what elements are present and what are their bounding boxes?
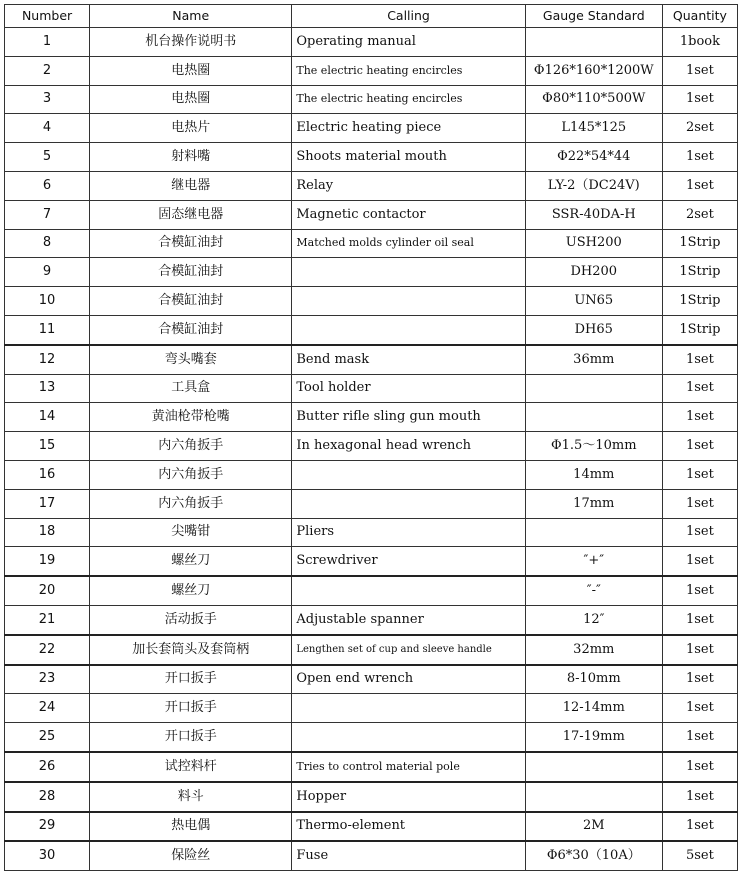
table-row <box>5 635 738 665</box>
cell-number: 29 <box>5 812 90 842</box>
cell-quantity: 1Strip <box>662 258 737 287</box>
cell-calling <box>292 258 525 287</box>
cell-name: 热电偶 <box>90 812 292 842</box>
table-row <box>5 782 738 812</box>
cell-number: 9 <box>5 258 90 287</box>
cell-name: 射料嘴 <box>90 143 292 172</box>
cell-name: 机台操作说明书 <box>90 28 292 57</box>
table-row <box>5 812 738 842</box>
cell-number: 5 <box>5 143 90 172</box>
cell-number: 16 <box>5 460 90 489</box>
cell-gauge-standard: 12-14mm <box>525 694 662 723</box>
cell-quantity: 1set <box>662 518 737 547</box>
cell-gauge-standard: SSR-40DA-H <box>525 200 662 229</box>
table-row <box>5 752 738 782</box>
cell-gauge-standard <box>525 518 662 547</box>
header-name: Name <box>90 5 292 28</box>
cell-name: 黄油枪带枪嘴 <box>90 403 292 432</box>
cell-name: 加长套筒头及套筒柄 <box>90 635 292 665</box>
table-row <box>5 605 738 634</box>
cell-name: 继电器 <box>90 171 292 200</box>
cell-quantity: 1set <box>662 576 737 605</box>
cell-number: 11 <box>5 315 90 344</box>
table-row <box>5 576 738 605</box>
table-row <box>5 287 738 316</box>
cell-number: 6 <box>5 171 90 200</box>
cell-name: 合模缸油封 <box>90 287 292 316</box>
cell-quantity: 1set <box>662 665 737 694</box>
cell-gauge-standard: DH65 <box>525 315 662 344</box>
cell-calling: Tool holder <box>292 374 525 403</box>
header-calling: Calling <box>292 5 525 28</box>
cell-gauge-standard: 8-10mm <box>525 665 662 694</box>
cell-gauge-standard: Φ126*160*1200W <box>525 56 662 85</box>
cell-quantity: 2set <box>662 200 737 229</box>
table-row <box>5 841 738 870</box>
cell-name: 螺丝刀 <box>90 576 292 605</box>
cell-name: 弯头嘴套 <box>90 345 292 374</box>
cell-calling <box>292 694 525 723</box>
cell-quantity: 1set <box>662 345 737 374</box>
cell-calling: Electric heating piece <box>292 114 525 143</box>
table-row <box>5 694 738 723</box>
cell-number: 21 <box>5 605 90 634</box>
cell-gauge-standard: 32mm <box>525 635 662 665</box>
table-row <box>5 229 738 258</box>
cell-number: 26 <box>5 752 90 782</box>
cell-quantity: 5set <box>662 841 737 870</box>
cell-quantity: 1set <box>662 432 737 461</box>
cell-quantity: 1set <box>662 547 737 576</box>
cell-gauge-standard: 12″ <box>525 605 662 634</box>
cell-gauge-standard <box>525 374 662 403</box>
cell-calling: Operating manual <box>292 28 525 57</box>
cell-name: 保险丝 <box>90 841 292 870</box>
cell-number: 22 <box>5 635 90 665</box>
cell-gauge-standard: DH200 <box>525 258 662 287</box>
cell-number: 13 <box>5 374 90 403</box>
cell-name: 内六角扳手 <box>90 489 292 518</box>
table-row <box>5 114 738 143</box>
cell-gauge-standard: 17-19mm <box>525 723 662 752</box>
cell-name: 合模缸油封 <box>90 229 292 258</box>
cell-name: 试控料杆 <box>90 752 292 782</box>
cell-name: 电热片 <box>90 114 292 143</box>
cell-quantity: 1set <box>662 171 737 200</box>
cell-number: 3 <box>5 85 90 114</box>
table-row <box>5 489 738 518</box>
cell-name: 料斗 <box>90 782 292 812</box>
cell-gauge-standard: UN65 <box>525 287 662 316</box>
cell-gauge-standard: 2M <box>525 812 662 842</box>
cell-gauge-standard: Φ80*110*500W <box>525 85 662 114</box>
cell-name: 内六角扳手 <box>90 432 292 461</box>
cell-calling: Open end wrench <box>292 665 525 694</box>
cell-quantity: 1set <box>662 460 737 489</box>
cell-quantity: 1set <box>662 374 737 403</box>
cell-number: 23 <box>5 665 90 694</box>
cell-name: 电热圈 <box>90 85 292 114</box>
cell-name: 固态继电器 <box>90 200 292 229</box>
cell-number: 8 <box>5 229 90 258</box>
cell-calling <box>292 489 525 518</box>
table-row <box>5 518 738 547</box>
table-row <box>5 403 738 432</box>
cell-calling: Magnetic contactor <box>292 200 525 229</box>
cell-quantity: 1set <box>662 812 737 842</box>
header-row <box>5 5 738 28</box>
cell-gauge-standard: Φ6*30（10A） <box>525 841 662 870</box>
table-row <box>5 723 738 752</box>
cell-name: 尖嘴钳 <box>90 518 292 547</box>
cell-calling: Thermo-element <box>292 812 525 842</box>
cell-number: 12 <box>5 345 90 374</box>
cell-name: 电热圈 <box>90 56 292 85</box>
cell-number: 18 <box>5 518 90 547</box>
cell-calling: Hopper <box>292 782 525 812</box>
cell-number: 30 <box>5 841 90 870</box>
cell-number: 24 <box>5 694 90 723</box>
cell-quantity: 1Strip <box>662 229 737 258</box>
cell-name: 开口扳手 <box>90 723 292 752</box>
table-row <box>5 171 738 200</box>
cell-number: 4 <box>5 114 90 143</box>
cell-name: 合模缸油封 <box>90 258 292 287</box>
cell-name: 开口扳手 <box>90 665 292 694</box>
table-body <box>5 28 738 871</box>
cell-quantity: 1Strip <box>662 315 737 344</box>
cell-calling: Matched molds cylinder oil seal <box>292 229 525 258</box>
cell-gauge-standard: Φ1.5～10mm <box>525 432 662 461</box>
cell-gauge-standard: 14mm <box>525 460 662 489</box>
cell-calling: Fuse <box>292 841 525 870</box>
cell-calling: Screwdriver <box>292 547 525 576</box>
cell-number: 17 <box>5 489 90 518</box>
header-gauge-standard: Gauge Standard <box>525 5 662 28</box>
table-row <box>5 315 738 344</box>
header-quantity: Quantity <box>662 5 737 28</box>
cell-calling: Shoots material mouth <box>292 143 525 172</box>
cell-number: 1 <box>5 28 90 57</box>
cell-calling: Adjustable spanner <box>292 605 525 634</box>
cell-calling <box>292 576 525 605</box>
cell-quantity: 1set <box>662 85 737 114</box>
cell-calling: The electric heating encircles <box>292 85 525 114</box>
cell-calling: Bend mask <box>292 345 525 374</box>
table-row <box>5 28 738 57</box>
cell-gauge-standard: ″+″ <box>525 547 662 576</box>
cell-number: 28 <box>5 782 90 812</box>
table-row <box>5 258 738 287</box>
cell-calling <box>292 723 525 752</box>
cell-calling: Tries to control material pole <box>292 752 525 782</box>
cell-quantity: 1set <box>662 56 737 85</box>
table-row <box>5 85 738 114</box>
table-row <box>5 374 738 403</box>
cell-gauge-standard: L145*125 <box>525 114 662 143</box>
cell-calling <box>292 315 525 344</box>
table-row <box>5 56 738 85</box>
cell-calling: Lengthen set of cup and sleeve handle <box>292 635 525 665</box>
cell-number: 20 <box>5 576 90 605</box>
table-header <box>5 5 738 28</box>
cell-quantity: 1set <box>662 694 737 723</box>
cell-number: 25 <box>5 723 90 752</box>
table-row <box>5 547 738 576</box>
table-row <box>5 432 738 461</box>
cell-gauge-standard: 36mm <box>525 345 662 374</box>
cell-name: 内六角扳手 <box>90 460 292 489</box>
cell-quantity: 1set <box>662 489 737 518</box>
cell-gauge-standard <box>525 782 662 812</box>
cell-quantity: 1set <box>662 403 737 432</box>
cell-name: 活动扳手 <box>90 605 292 634</box>
cell-gauge-standard: Φ22*54*44 <box>525 143 662 172</box>
header-number: Number <box>5 5 90 28</box>
cell-quantity: 1book <box>662 28 737 57</box>
cell-gauge-standard: LY-2（DC24V) <box>525 171 662 200</box>
table-row <box>5 460 738 489</box>
cell-number: 19 <box>5 547 90 576</box>
cell-gauge-standard <box>525 403 662 432</box>
parts-list-sheet <box>4 4 738 871</box>
cell-quantity: 2set <box>662 114 737 143</box>
cell-gauge-standard: USH200 <box>525 229 662 258</box>
cell-quantity: 1set <box>662 635 737 665</box>
cell-quantity: 1Strip <box>662 287 737 316</box>
cell-number: 2 <box>5 56 90 85</box>
cell-quantity: 1set <box>662 782 737 812</box>
cell-name: 工具盒 <box>90 374 292 403</box>
cell-calling: Butter rifle sling gun mouth <box>292 403 525 432</box>
cell-quantity: 1set <box>662 605 737 634</box>
cell-calling: Pliers <box>292 518 525 547</box>
table-row <box>5 345 738 374</box>
cell-calling <box>292 287 525 316</box>
cell-calling: In hexagonal head wrench <box>292 432 525 461</box>
parts-table <box>4 4 738 871</box>
cell-quantity: 1set <box>662 723 737 752</box>
cell-gauge-standard <box>525 28 662 57</box>
cell-name: 开口扳手 <box>90 694 292 723</box>
cell-calling: Relay <box>292 171 525 200</box>
table-row <box>5 143 738 172</box>
cell-gauge-standard: ″-″ <box>525 576 662 605</box>
cell-number: 14 <box>5 403 90 432</box>
cell-quantity: 1set <box>662 752 737 782</box>
table-row <box>5 200 738 229</box>
cell-quantity: 1set <box>662 143 737 172</box>
cell-gauge-standard: 17mm <box>525 489 662 518</box>
cell-calling <box>292 460 525 489</box>
cell-gauge-standard <box>525 752 662 782</box>
cell-calling: The electric heating encircles <box>292 56 525 85</box>
cell-number: 15 <box>5 432 90 461</box>
cell-name: 螺丝刀 <box>90 547 292 576</box>
cell-name: 合模缸油封 <box>90 315 292 344</box>
table-row <box>5 665 738 694</box>
cell-number: 7 <box>5 200 90 229</box>
cell-number: 10 <box>5 287 90 316</box>
